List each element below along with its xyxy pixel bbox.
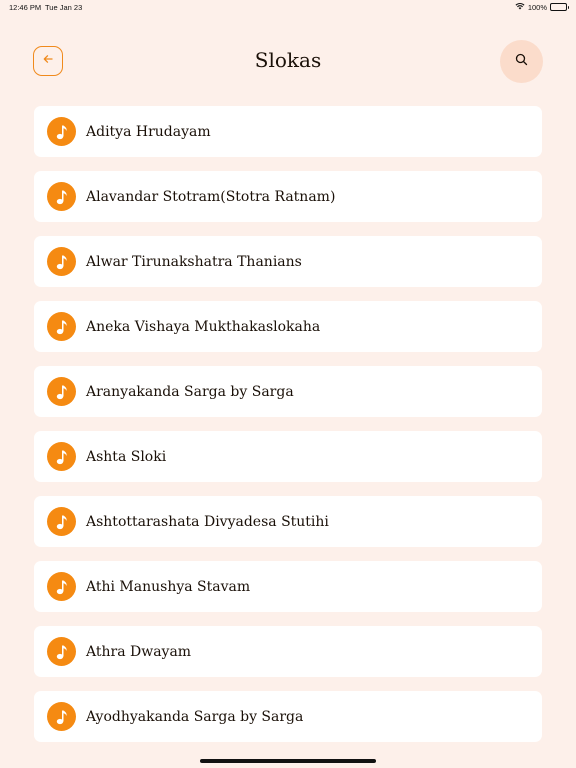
list-item-label: Aranyakanda Sarga by Sarga xyxy=(86,383,294,400)
search-icon xyxy=(515,53,528,71)
list-item-label: Athra Dwayam xyxy=(86,643,192,660)
music-note-icon xyxy=(47,572,76,601)
list-item[interactable] xyxy=(34,626,542,677)
list-item-label: Aneka Vishaya Mukthakaslokaha xyxy=(86,318,321,335)
music-note-icon xyxy=(47,637,76,666)
list-item[interactable] xyxy=(34,106,542,157)
music-note-icon xyxy=(47,117,76,146)
list-item[interactable] xyxy=(34,496,542,547)
list-item-label: Ayodhyakanda Sarga by Sarga xyxy=(86,708,304,725)
list-item[interactable] xyxy=(34,301,542,352)
list-item[interactable] xyxy=(34,236,542,287)
wifi-icon xyxy=(515,2,525,12)
list-item-label: Alwar Tirunakshatra Thanians xyxy=(86,253,302,270)
sloka-list xyxy=(34,106,542,756)
battery-icon xyxy=(550,3,567,11)
home-indicator[interactable] xyxy=(200,759,376,763)
list-item[interactable] xyxy=(34,366,542,417)
list-item[interactable] xyxy=(34,431,542,482)
list-item-label: Ashtottarashata Divyadesa Stutihi xyxy=(86,513,329,530)
battery-percent: 100% xyxy=(527,2,547,12)
music-note-icon xyxy=(47,312,76,341)
list-item[interactable] xyxy=(34,561,542,612)
search-button[interactable] xyxy=(500,40,543,83)
music-note-icon xyxy=(47,507,76,536)
status-time: 12:46 PM xyxy=(9,3,42,12)
list-item-label: Aditya Hrudayam xyxy=(86,123,211,140)
status-date: Tue Jan 23 xyxy=(45,3,83,12)
back-button[interactable] xyxy=(33,46,63,76)
status-indicators xyxy=(515,2,567,12)
header xyxy=(0,40,576,84)
status-bar xyxy=(0,0,576,14)
music-note-icon xyxy=(47,182,76,211)
music-note-icon xyxy=(47,377,76,406)
page-title: Slokas xyxy=(254,48,322,72)
list-item[interactable] xyxy=(34,691,542,742)
music-note-icon xyxy=(47,702,76,731)
list-item[interactable] xyxy=(34,171,542,222)
arrow-left-icon xyxy=(42,52,54,70)
music-note-icon xyxy=(47,247,76,276)
list-item-label: Ashta Sloki xyxy=(86,448,167,465)
list-item-label: Alavandar Stotram(Stotra Ratnam) xyxy=(86,188,336,205)
music-note-icon xyxy=(47,442,76,471)
list-item-label: Athi Manushya Stavam xyxy=(86,578,251,595)
